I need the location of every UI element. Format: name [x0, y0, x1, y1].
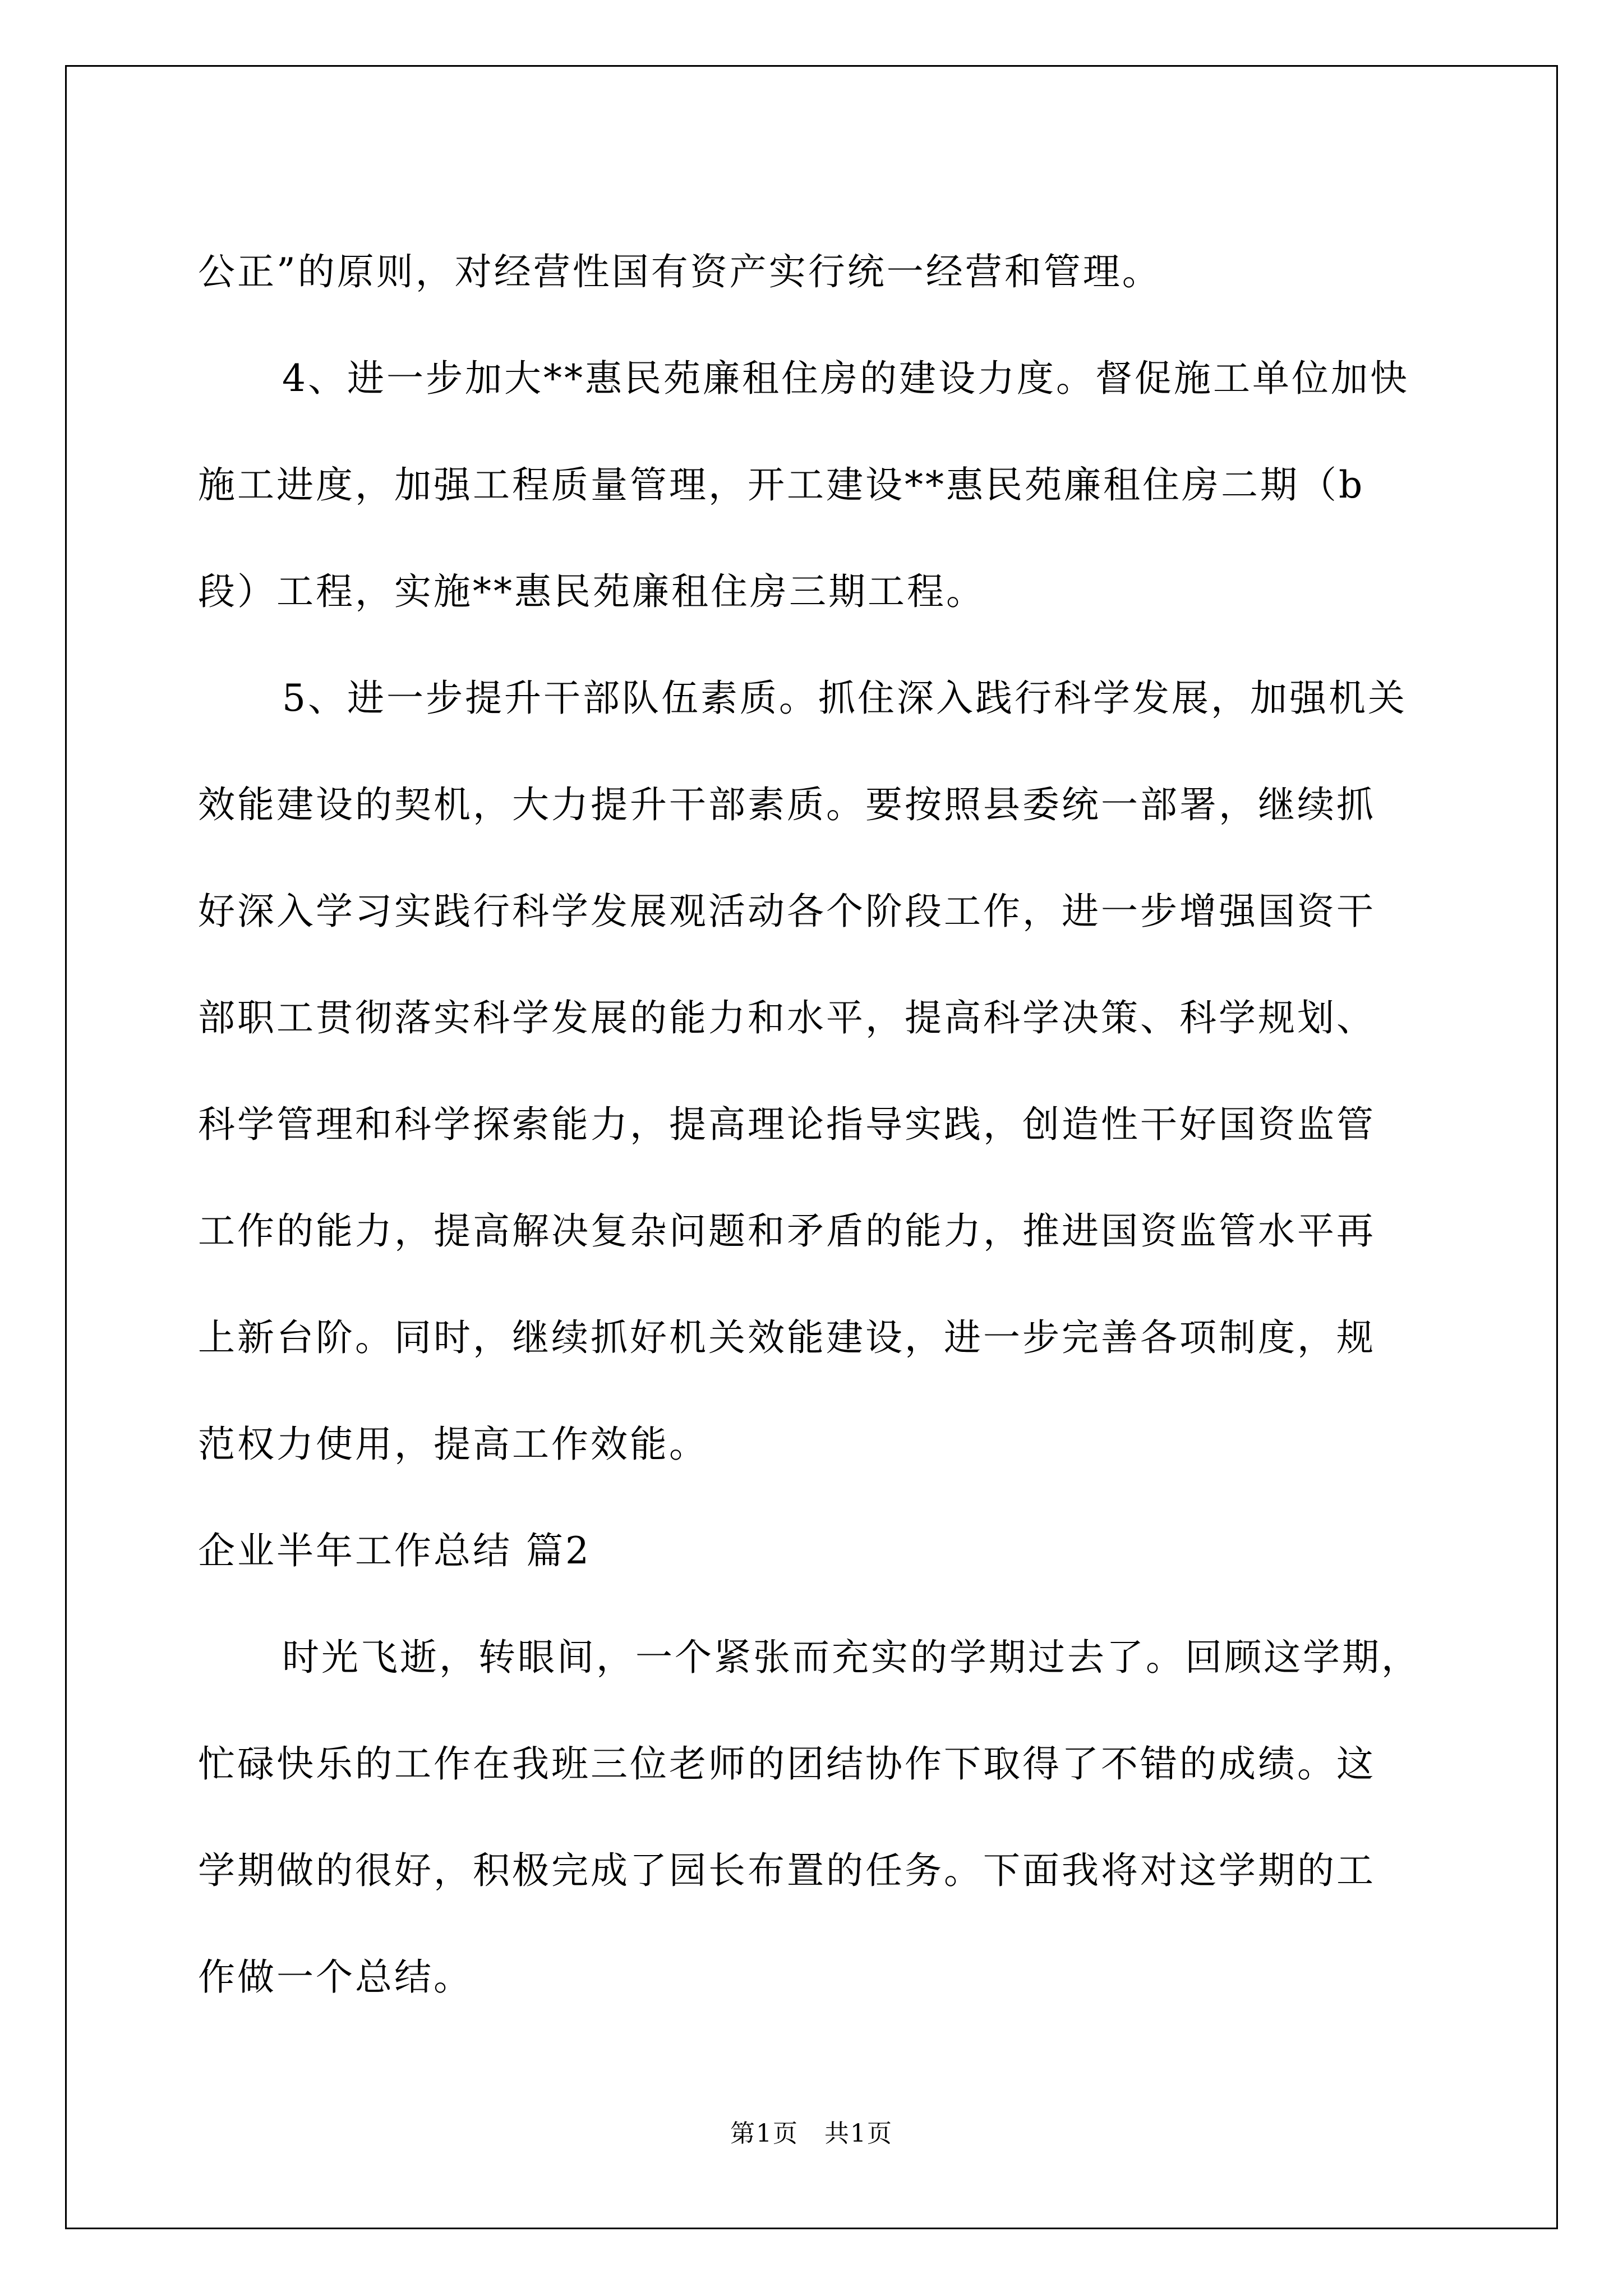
body-line: 工作的能力，提高解决复杂问题和矛盾的能力，推进国资监管水平再	[198, 1209, 1376, 1253]
body-line: 时光飞逝，转眼间，一个紧张而充实的学期过去了。回顾这学期，	[282, 1636, 1421, 1679]
body-line: 5、进一步提升干部队伍素质。抓住深入践行科学发展，加强机关	[282, 677, 1407, 720]
body-line: 好深入学习实践行科学发展观活动各个阶段工作，进一步增强国资干	[198, 890, 1376, 933]
body-line: 范权力使用，提高工作效能。	[198, 1423, 708, 1466]
body-line: 4、进一步加大**惠民苑廉租住房的建设力度。督促施工单位加快	[282, 357, 1409, 400]
body-line: 部职工贯彻落实科学发展的能力和水平，提高科学决策、科学规划、	[198, 996, 1376, 1039]
section-heading: 企业半年工作总结 篇2	[198, 1529, 591, 1572]
body-line: 施工进度，加强工程质量管理，开工建设**惠民苑廉租住房二期（b	[198, 463, 1365, 507]
body-line: 学期做的很好，积极完成了园长布置的任务。下面我将对这学期的工	[198, 1849, 1376, 1892]
body-line: 效能建设的契机，大力提升干部素质。要按照县委统一部署，继续抓	[198, 783, 1376, 826]
body-line: 上新台阶。同时，继续抓好机关效能建设，进一步完善各项制度，规	[198, 1316, 1376, 1359]
body-line: 作做一个总结。	[198, 1955, 473, 1999]
body-line: 科学管理和科学探索能力，提高理论指导实践，创造性干好国资监管	[198, 1103, 1376, 1146]
document-body	[198, 219, 1443, 2031]
page-footer: 第1页 共1页	[730, 2119, 893, 2148]
body-line: 忙碌快乐的工作在我班三位老师的团结协作下取得了不错的成绩。这	[198, 1742, 1376, 1786]
body-line: 段）工程，实施**惠民苑廉租住房三期工程。	[198, 570, 985, 613]
body-line: 公正”的原则，对经营性国有资产实行统一经营和管理。	[198, 250, 1161, 293]
